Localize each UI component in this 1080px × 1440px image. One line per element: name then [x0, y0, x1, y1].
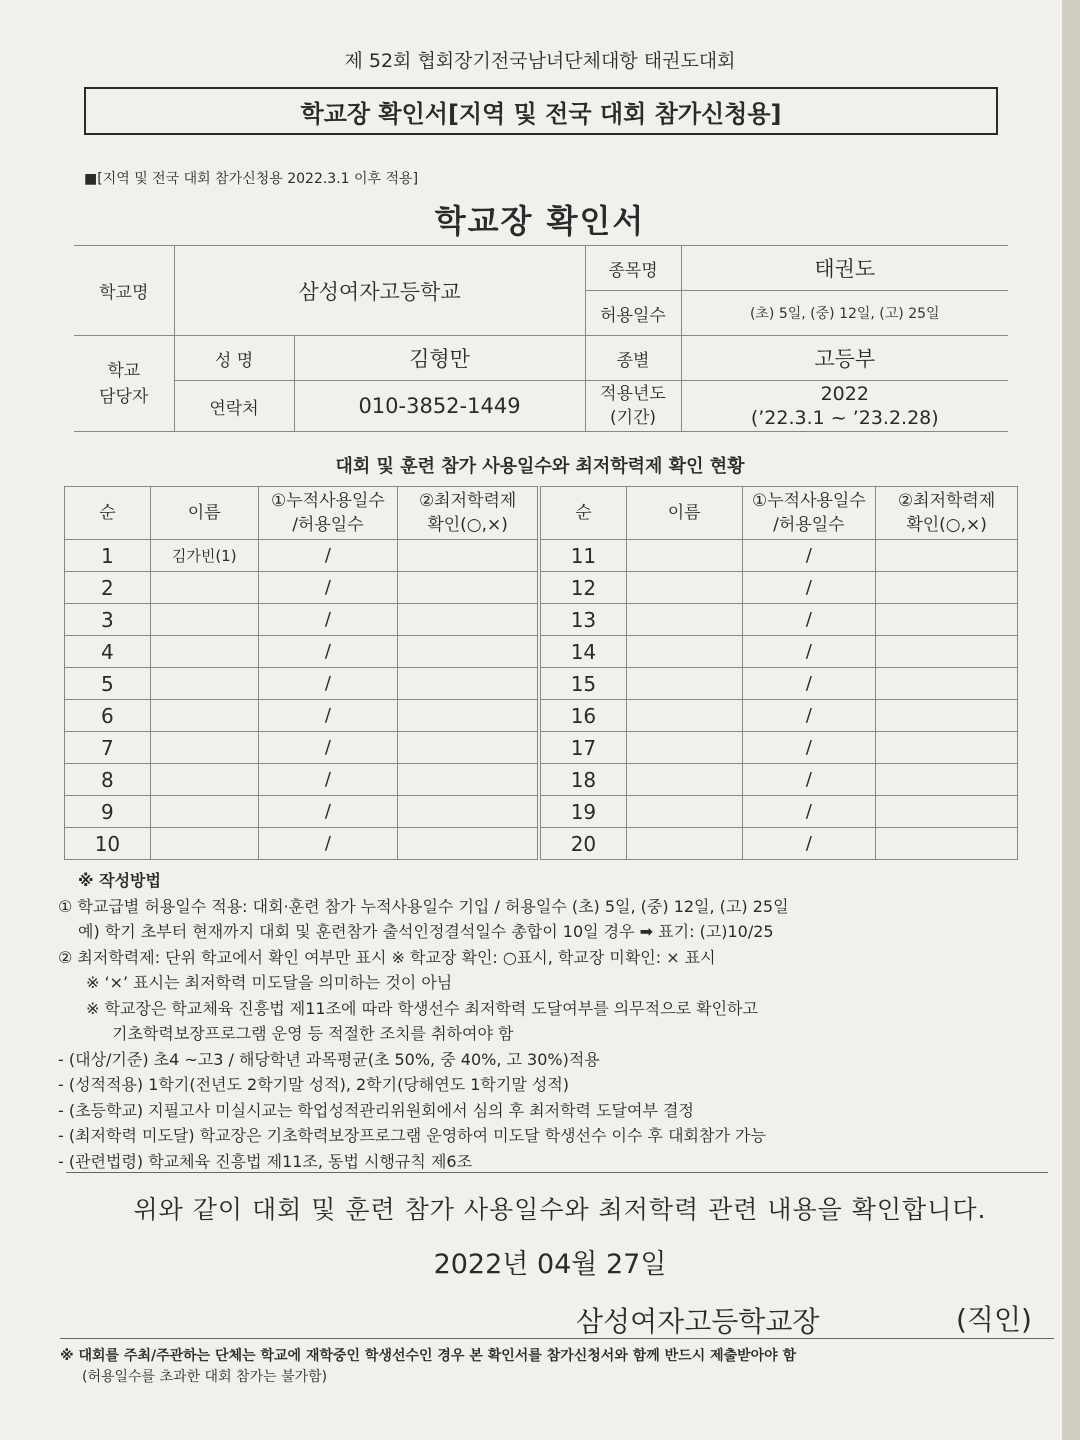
row-name: [626, 572, 742, 604]
row-check: [876, 700, 1018, 732]
row-days: /: [258, 604, 398, 636]
row-check: [876, 796, 1018, 828]
instruction-line: - (관련법령) 학교체육 진흥법 제11조, 동법 시행규칙 제6조: [58, 1151, 473, 1171]
sport-value: 태권도: [681, 246, 1008, 291]
row-check: [398, 572, 538, 604]
row-days: /: [258, 828, 398, 860]
row-name: [626, 604, 742, 636]
row-number: 2: [65, 572, 151, 604]
row-number: 9: [65, 796, 151, 828]
instruction-line: - (최저학력 미도달) 학교장은 기초학력보장프로그램 운영하여 미도달 학생선수 이수 후 대회참가 가능: [58, 1126, 766, 1145]
row-name: [150, 764, 258, 796]
row-number: 11: [541, 540, 627, 572]
divider: [66, 1172, 1048, 1173]
status-section-title: 대회 및 훈련 참가 사용일수와 최저학력제 확인 현황: [335, 456, 745, 477]
form-title-box: [84, 87, 998, 135]
table-row: [541, 572, 1018, 604]
row-check: [398, 700, 538, 732]
row-number: 16: [541, 700, 627, 732]
instruction-line: - (대상/기준) 초4 ~고3 / 해당학년 과목평균(초 50%, 중 40%, 고 30%)적용: [58, 1049, 600, 1069]
event-title: 제 52회 협회장기전국남녀단체대항 태권도대회: [344, 50, 736, 72]
row-number: 12: [541, 572, 627, 604]
header-name: 이름: [626, 487, 742, 540]
sport-label: 종목명: [585, 246, 681, 291]
instruction-line: - (성적적용) 1학기(전년도 2학기말 성적), 2학기(당해연도 1학기말 성적): [58, 1075, 570, 1094]
allowed-days-label: 허용일수: [585, 291, 681, 336]
table-row: [541, 700, 1018, 732]
row-number: 8: [65, 764, 151, 796]
row-name: [626, 828, 742, 860]
row-number: 19: [541, 796, 627, 828]
header-name: 이름: [150, 487, 258, 540]
instruction-line: 예) 학기 초부터 현재까지 대회 및 훈련참가 출석인정결석일수 총합이 10일 경우 ➡ 표기: (고)10/25: [78, 922, 774, 941]
school-name-label: 학교명: [74, 246, 174, 336]
table-row: [65, 572, 538, 604]
table-row: [65, 636, 538, 668]
row-name: [150, 572, 258, 604]
instruction-line: - (초등학교) 지필고사 미실시교는 학업성적관리위원회에서 심의 후 최저학력 도달여부 결정: [58, 1100, 694, 1120]
name-value: 김형만: [294, 336, 585, 381]
row-check: [876, 636, 1018, 668]
table-row: [65, 668, 538, 700]
footer-note: [60, 1346, 796, 1388]
row-number: 18: [541, 764, 627, 796]
row-name: [626, 636, 742, 668]
row-name: [150, 828, 258, 860]
row-name: [626, 764, 742, 796]
row-check: [876, 828, 1018, 860]
table-row: [541, 636, 1018, 668]
allowed-days-value: (초) 5일, (중) 12일, (고) 25일: [681, 291, 1008, 336]
phone-label: 연락처: [174, 381, 294, 432]
row-days: /: [742, 796, 876, 828]
table-row: [541, 540, 1018, 572]
instruction-line: ① 학교급별 허용일수 적용: 대회·훈련 참가 누적사용일수 기입 / 허용일수 (초) 5일, (중) 12일, (고) 25일: [58, 896, 789, 916]
contact-person-label: 학교 담당자: [74, 336, 174, 432]
row-days: /: [258, 796, 398, 828]
issue-date: 2022년 04월 27일: [433, 1249, 667, 1280]
row-name: 김가빈(1): [150, 540, 258, 572]
row-name: [150, 700, 258, 732]
row-number: 3: [65, 604, 151, 636]
row-days: /: [742, 732, 876, 764]
row-check: [398, 764, 538, 796]
row-number: 10: [65, 828, 151, 860]
row-name: [150, 668, 258, 700]
year-value: 2022 (’22.3.1 ~ ’23.2.28): [681, 381, 1008, 432]
row-name: [626, 668, 742, 700]
phone-value: 010-3852-1449: [294, 381, 585, 432]
table-row: [65, 828, 538, 860]
row-check: [398, 636, 538, 668]
header-no: 순: [541, 487, 627, 540]
table-row: [541, 732, 1018, 764]
row-check: [398, 828, 538, 860]
row-name: [626, 796, 742, 828]
row-check: [876, 540, 1018, 572]
instructions-heading: ※ 작성방법: [78, 871, 161, 890]
status-table-right: [540, 486, 1018, 860]
row-days: /: [258, 764, 398, 796]
row-check: [876, 604, 1018, 636]
table-row: [541, 668, 1018, 700]
applicability-note: ■[지역 및 전국 대회 참가신청용 2022.3.1 이후 적용]: [84, 171, 419, 187]
row-days: /: [258, 700, 398, 732]
row-check: [398, 540, 538, 572]
header-days: ①누적사용일수 /허용일수: [742, 487, 876, 540]
form-title: 학교장 확인서[지역 및 전국 대회 참가신청용]: [300, 99, 782, 128]
row-number: 13: [541, 604, 627, 636]
header-days: ①누적사용일수 /허용일수: [258, 487, 398, 540]
row-days: /: [258, 572, 398, 604]
table-row: [65, 604, 538, 636]
table-row: [541, 828, 1018, 860]
division-label: 종별: [585, 336, 681, 381]
row-days: /: [742, 764, 876, 796]
row-name: [150, 796, 258, 828]
table-row: [65, 700, 538, 732]
row-name: [150, 732, 258, 764]
name-label: 성 명: [174, 336, 294, 381]
row-check: [876, 572, 1018, 604]
header-check: ②최저학력제 확인(○,×): [876, 487, 1018, 540]
row-check: [398, 796, 538, 828]
school-name-value: 삼성여자고등학교: [174, 246, 585, 336]
row-number: 5: [65, 668, 151, 700]
official-seal-mark: (직인): [956, 1303, 1032, 1336]
row-days: /: [742, 540, 876, 572]
table-row: [541, 796, 1018, 828]
table-row: [65, 796, 538, 828]
row-days: /: [742, 700, 876, 732]
row-check: [876, 732, 1018, 764]
row-check: [876, 668, 1018, 700]
division-value: 고등부: [681, 336, 1008, 381]
row-name: [150, 636, 258, 668]
row-number: 6: [65, 700, 151, 732]
row-days: /: [258, 636, 398, 668]
instructions: [58, 868, 1048, 1174]
row-days: /: [258, 732, 398, 764]
row-days: /: [258, 540, 398, 572]
row-name: [626, 700, 742, 732]
table-row: [65, 540, 538, 572]
table-row: [541, 764, 1018, 796]
row-check: [398, 732, 538, 764]
row-days: /: [742, 668, 876, 700]
row-number: 7: [65, 732, 151, 764]
instruction-line: 기초학력보장프로그램 운영 등 적절한 조치를 취하여야 함: [112, 1024, 514, 1043]
row-check: [876, 764, 1018, 796]
instruction-line: ※ 학교장은 학교체육 진흥법 제11조에 따라 학생선수 최저학력 도달여부를 의무적으로 확인하고: [86, 998, 758, 1018]
header-check: ②최저학력제 확인(○,×): [398, 487, 538, 540]
row-days: /: [258, 668, 398, 700]
row-number: 14: [541, 636, 627, 668]
year-label: 적용년도 (기간): [585, 381, 681, 432]
row-number: 4: [65, 636, 151, 668]
table-row: [541, 604, 1018, 636]
confirmation-statement: 위와 같이 대회 및 훈련 참가 사용일수와 최저학력 관련 내용을 확인합니다.: [133, 1195, 987, 1224]
table-row: [65, 732, 538, 764]
row-number: 15: [541, 668, 627, 700]
row-days: /: [742, 828, 876, 860]
document-title: 학교장 확인서: [434, 202, 646, 240]
status-table-left: [64, 486, 538, 860]
principal-signature: 삼성여자고등학교장: [576, 1305, 820, 1338]
row-name: [626, 732, 742, 764]
instruction-line: ※ ‘×’ 표시는 최저학력 미도달을 의미하는 것이 아님: [86, 973, 453, 992]
row-days: /: [742, 572, 876, 604]
row-days: /: [742, 636, 876, 668]
instruction-line: ② 최저학력제: 단위 학교에서 확인 여부만 표시 ※ 학교장 확인: ○표시, 학교장 미확인: × 표시: [58, 947, 716, 967]
row-check: [398, 604, 538, 636]
table-row: [65, 764, 538, 796]
row-name: [150, 604, 258, 636]
row-check: [398, 668, 538, 700]
school-info-table: [74, 245, 1008, 432]
header-no: 순: [65, 487, 151, 540]
footer-line: (허용일수를 초과한 대회 참가는 불가함): [82, 1369, 328, 1385]
row-number: 1: [65, 540, 151, 572]
row-name: [626, 540, 742, 572]
row-days: /: [742, 604, 876, 636]
divider: [60, 1338, 1054, 1339]
row-number: 17: [541, 732, 627, 764]
row-number: 20: [541, 828, 627, 860]
footer-line: ※ 대회를 주최/주관하는 단체는 학교에 재학중인 학생선수인 경우 본 확인서를 참가신청서와 함께 반드시 제출받아야 함: [60, 1348, 797, 1364]
